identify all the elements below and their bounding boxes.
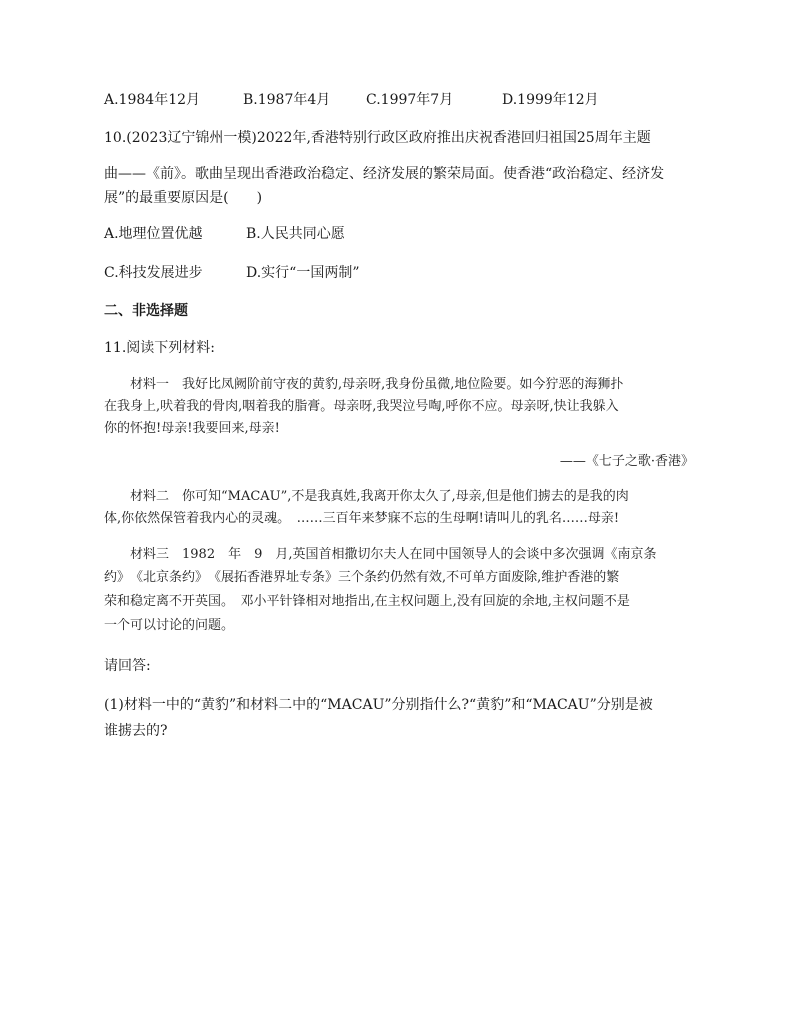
q10-option-c: C.科技发展进步 [104,265,203,281]
material-1-line-1: 材料一 我好比凤阙阶前守夜的黄豹,母亲呀,我身份虽微,地位险要。如今狞恶的海狮扑 [130,377,624,392]
sub-question-1-line-2: 谁掳去的? [104,723,168,739]
q9-option-d: D.1999年12月 [502,92,599,108]
q10-stem-line-1: 10.(2023辽宁锦州一模)2022年,香港特别行政区政府推出庆祝香港回归祖国25周年主题 [104,130,651,146]
material-1-line-3: 你的怀抱!母亲!我要回来,母亲! [104,421,280,436]
material-3 [104,544,694,638]
material-1 [104,374,694,472]
section-2-title: 二、非选择题 [104,303,188,319]
q10-stem-line-2: 曲——《前》。歌曲呈现出香港政治稳定、经济发展的繁荣局面。使香港“政治稳定、经济发 [104,166,665,182]
q10-option-a: A.地理位置优越 [104,226,203,242]
material-1-line-2: 在我身上,吠着我的骨肉,咽着我的脂膏。母亲呀,我哭泣号啕,呼你不应。母亲呀,快让我躲入 [104,399,619,414]
material-2-line-1: 材料二 你可知“MACAU”,不是我真姓,我离开你太久了,母亲,但是他们掳去的是我的肉 [130,489,629,504]
material-2-line-2: 体,你依然保管着我内心的灵魂。 ……三百年来梦寐不忘的生母啊!请叫儿的乳名……母亲! [104,511,620,526]
q10-stem-line-3: 展”的最重要原因是( ) [104,190,263,206]
q10-options-row-1 [104,224,694,244]
q11-intro: 11.阅读下列材料: [104,340,215,356]
q9-option-a: A.1984年12月 [104,92,201,108]
q10-option-b: B.人民共同心愿 [246,226,345,242]
material-3-line-4: 一个可以讨论的问题。 [104,618,235,633]
material-3-line-2: 约》 《北京条约》 《展拓香港界址专条》三个条约仍然有效,不可单方面废除,维护香港的繁 [104,570,620,585]
material-2 [104,486,694,530]
material-3-line-3: 荣和稳定离不开英国。 邓小平针锋相对地指出,在主权问题上,没有回旋的余地,主权问题不是 [104,594,630,609]
q10-option-d: D.实行“一国两制” [246,265,360,281]
document-page [104,84,694,741]
answer-prompt: 请回答: [104,658,151,674]
q10-options-row-2 [104,263,694,283]
q9-option-c: C.1997年7月 [366,92,454,108]
material-1-source: ——《七子之歌·香港》 [559,454,694,469]
q9-options [104,90,694,110]
sub-question-1-line-1: (1)材料一中的“黄豹”和材料二中的“MACAU”分别指什么?“黄豹”和“MACAU”分别是被 [104,697,653,713]
q9-option-b: B.1987年4月 [243,92,331,108]
material-3-line-1: 材料三 1982 年 9 月,英国首相撒切尔夫人在同中国领导人的会谈中多次强调《南京条 [130,547,657,562]
